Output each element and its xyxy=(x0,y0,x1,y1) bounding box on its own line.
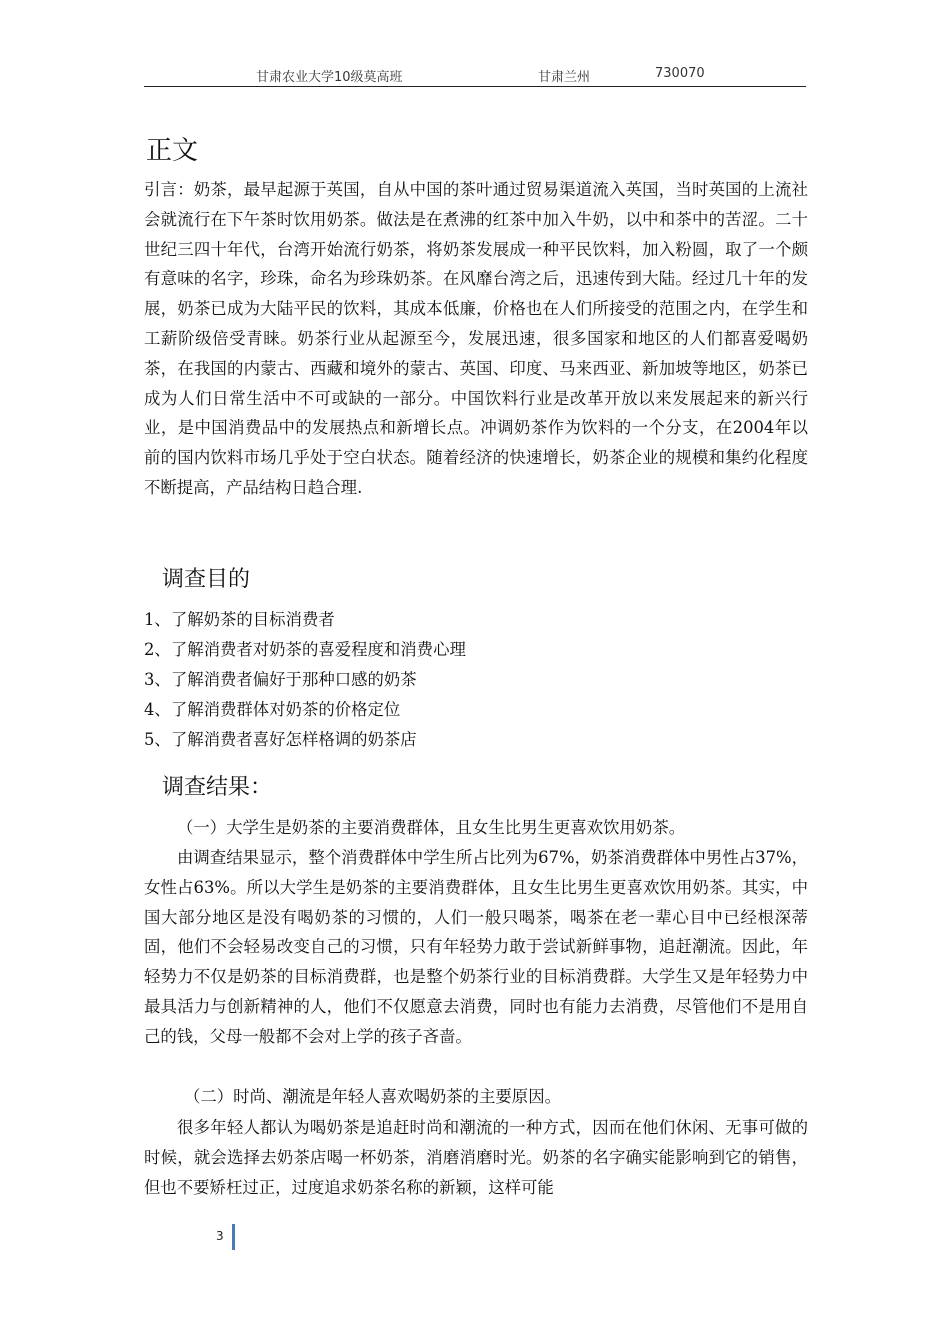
header-postal-code: 730070 xyxy=(655,66,705,81)
list-item: 1、了解奶茶的目标消费者 xyxy=(144,610,335,629)
finding-paragraph-1: 由调查结果显示，整个消费群体中学生所占比列为67%，奶茶消费群体中男性占37%，女性占63%。所以大学生是奶茶的主要消费群体，且女生比男生更喜欢饮用奶茶。其实，中国大部分地区是没有喝奶茶的习惯的，人们一般只喝茶，喝茶在老一辈心目中已经根深蒂固，他们不会轻易改变自己的习惯，只有年轻势力敢于尝试新鲜事物，追赶潮流。因此，年轻势力不仅是奶茶的目标消费群，也是整个奶茶行业的目标消费群。大学生又是年轻势力中最具活力与创新精神的人，他们不仅愿意去消费，同时也有能力去消费，尽管他们不是用自己的钱，父母一般都不会对上学的孩子吝啬。 xyxy=(144,848,808,1046)
page-number: 3 xyxy=(216,1229,224,1243)
list-item: 5、了解消费者喜好怎样格调的奶茶店 xyxy=(144,730,417,749)
list-item: 2、了解消费者对奶茶的喜爱程度和消费心理 xyxy=(144,640,466,659)
purpose-list xyxy=(144,605,466,755)
list-item: 4、了解消费群体对奶茶的价格定位 xyxy=(144,700,401,719)
purpose-heading: 调查目的 xyxy=(162,567,251,592)
finding-heading-1: （一）大学生是奶茶的主要消费群体，且女生比男生更喜欢饮用奶茶。 xyxy=(177,818,686,837)
intro-paragraph: 引言：奶茶，最早起源于英国，自从中国的茶叶通过贸易渠道流入英国，当时英国的上流社会就流行在下午茶时饮用奶茶。做法是在煮沸的红茶中加入牛奶，以中和茶中的苦涩。二十世纪三四十年代，台湾开始流行奶茶，将奶茶发展成一种平民饮料，加入粉圆，取了一个颇有意味的名字，珍珠，命名为珍珠奶茶。在风靡台湾之后，迅速传到大陆。经过几十年的发展，奶茶已成为大陆平民的饮料，其成本低廉，价格也在人们所接受的范围之内，在学生和工薪阶级倍受青睐。奶茶行业从起源至今，发展迅速，很多国家和地区的人们都喜爱喝奶茶，在我国的内蒙古、西藏和境外的蒙古、英国、印度、马来西亚、新加坡等地区，奶茶已成为人们日常生活中不可或缺的一部分。中国饮料行业是改革开放以来发展起来的新兴行业，是中国消费品中的发展热点和新增长点。冲调奶茶作为饮料的一个分支，在2004年以前的国内饮料市场几乎处于空白状态。随着经济的快速增长，奶茶企业的规模和集约化程度不断提高，产品结构日趋合理. xyxy=(144,180,808,497)
results-heading: 调查结果： xyxy=(162,775,273,800)
header-organization: 甘肃农业大学10级莫高班 xyxy=(256,70,403,85)
header-city: 甘肃兰州 xyxy=(538,70,591,85)
finding-paragraph-2: 很多年轻人都认为喝奶茶是追赶时尚和潮流的一种方式，因而在他们休闲、无事可做的时候，就会选择去奶茶店喝一杯奶茶，消磨消磨时光。奶茶的名字确实能影响到它的销售，但也不要矫枉过正，过度追求奶茶名称的新颖，这样可能 xyxy=(144,1118,808,1197)
list-item: 3、了解消费者偏好于那种口感的奶茶 xyxy=(144,670,417,689)
finding-heading-2: （二）时尚、潮流是年轻人喜欢喝奶茶的主要原因。 xyxy=(184,1087,561,1106)
page-title: 正文 xyxy=(146,136,199,166)
footer-accent-bar xyxy=(232,1224,235,1250)
page-header xyxy=(144,62,806,87)
